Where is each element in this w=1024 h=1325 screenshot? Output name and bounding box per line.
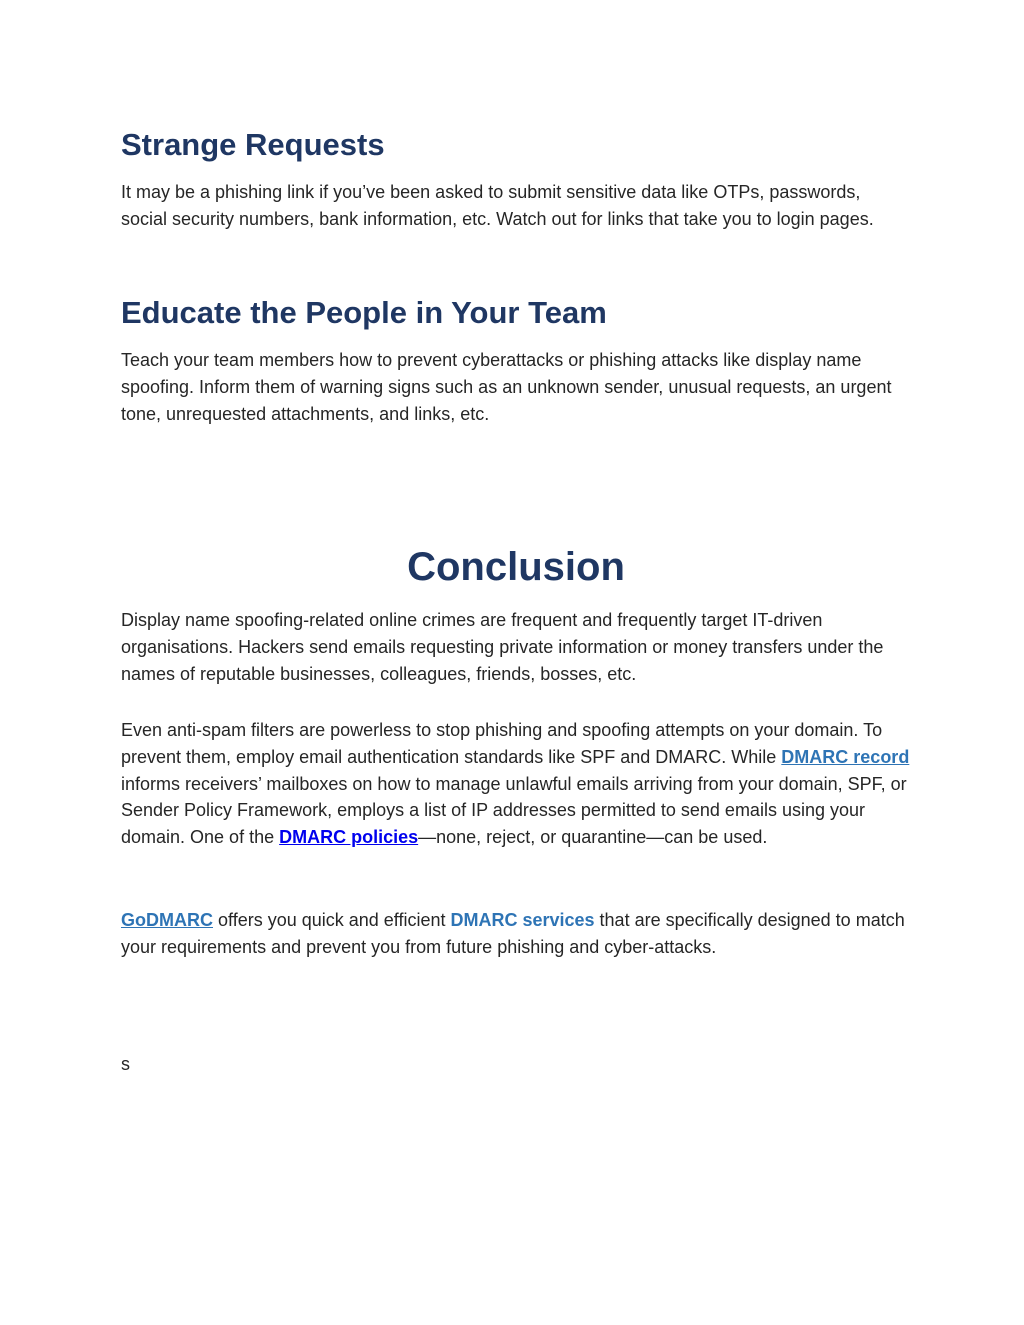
conclusion-paragraph-2 (121, 717, 911, 851)
strange-requests-paragraph: It may be a phishing link if you’ve been asked to submit sensitive data like OTPs, passwords, social security numbers, bank information, etc. Watch out for links that take you to login pages. (121, 182, 874, 229)
stray-character: s (121, 1054, 130, 1074)
strange-requests-heading: Strange Requests (121, 127, 385, 162)
paragraph-2-text-end: —none, reject, or quarantine—can be used. (418, 827, 768, 848)
conclusion-heading: Conclusion (407, 545, 625, 589)
paragraph-2-text-middle: informs receivers’ mailboxes on how to manage unlawful emails arriving from your domain, SPF, or Sender Policy Framework, employs a list of IP addresses permitted to send emails using your domain. One of the (121, 773, 907, 848)
dmarc-policies-link[interactable]: DMARC policies (279, 827, 419, 848)
dmarc-services-label: DMARC services (450, 910, 595, 930)
paragraph-3-text-end: that are specifically designed to match your requirements and prevent you from future phishing and cyber-attacks. (121, 910, 905, 957)
educate-team-paragraph: Teach your team members how to prevent cyberattacks or phishing attacks like display name spoofing. Inform them of warning signs such as an unknown sender, unusual requests, an urgent tone, unrequested attachments, and links, etc. (121, 350, 892, 424)
conclusion-paragraph-1: Display name spoofing-related online crimes are frequent and frequently target IT-driven organisations. Hackers send emails requesting private information or money transfers under the names of reputable businesses, colleagues, friends, bosses, etc. (121, 610, 884, 684)
godmarc-link[interactable]: GoDMARC (121, 910, 213, 930)
dmarc-record-link[interactable]: DMARC record (781, 746, 910, 767)
paragraph-3-text-middle: offers you quick and efficient (213, 910, 451, 930)
conclusion-paragraph-3 (121, 907, 911, 961)
paragraph-2-text-start: Even anti-spam filters are powerless to stop phishing and spoofing attempts on your domain. To prevent them, employ email authentication standards like SPF and DMARC. While (121, 720, 883, 767)
educate-team-heading: Educate the People in Your Team (121, 295, 607, 330)
